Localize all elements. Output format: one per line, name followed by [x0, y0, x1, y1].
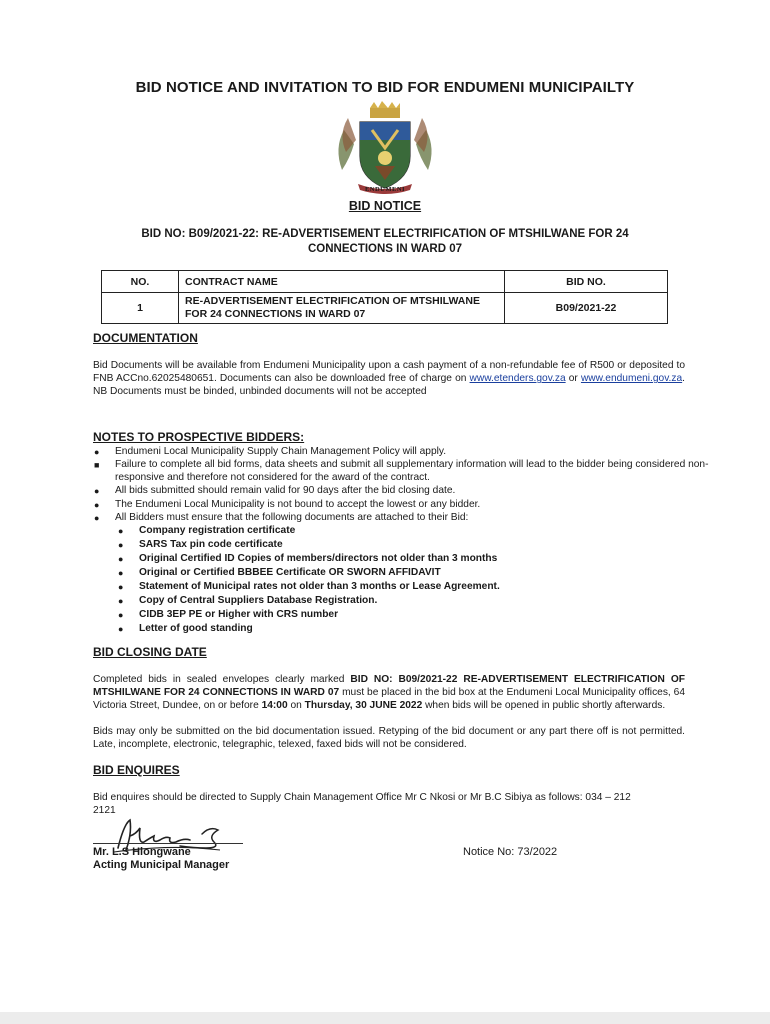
list-item	[93, 609, 713, 621]
bid-rules-paragraph: Bids may only be submitted on the bid documentation issued. Retyping of the bid document or any part there off is not permitted. Late, incomplete, electronic, telegraphic, telexed, faxed bids will not be considered.	[93, 726, 685, 751]
notes-heading: NOTES TO PROSPECTIVE BIDDERS:	[93, 430, 305, 444]
closing-text: when bids will be opened in public shortly afterwards.	[422, 700, 666, 712]
bullet-icon: ■	[94, 460, 100, 471]
endumeni-link[interactable]: www.endumeni.gov.za	[580, 373, 683, 385]
list-item	[93, 539, 713, 551]
notice-number: Notice No: 73/2022	[463, 846, 558, 858]
document-text: Company registration certificate	[139, 525, 296, 537]
etenders-link[interactable]: www.etenders.gov.za	[469, 373, 566, 385]
header-bid-no: BID NO.	[505, 271, 668, 293]
document-text: Original Certified ID Copies of members/directors not older than 3 months	[139, 553, 498, 565]
closing-text: must be placed in the bid box at the Endumeni Local Municipality offices, 64 Victoria Street, Dundee, on or before	[93, 687, 685, 712]
bullet-icon: ●	[118, 610, 124, 621]
cell-bid-no: B09/2021-22	[505, 293, 668, 324]
list-item	[93, 567, 713, 579]
list-item	[93, 512, 713, 524]
bullet-icon: ●	[118, 554, 124, 565]
documentation-text-1: Bid Documents will be available from Endumeni Municipality upon a cash payment of a non-refundable fee of R500 or deposited to FNB ACCno.62025480651. Documents can also be downloaded free of charge on	[93, 360, 685, 385]
list-item	[93, 446, 713, 458]
crest-caption: ENDUMENI	[364, 186, 406, 193]
list-item	[93, 581, 713, 593]
note-text: The Endumeni Local Municipality is not bound to accept the lowest or any bidder.	[115, 498, 481, 510]
document-text: Letter of good standing	[139, 623, 253, 635]
required-documents-list	[93, 525, 713, 635]
closing-text: on	[287, 700, 305, 712]
closing-date: Thursday, 30 JUNE 2022	[304, 700, 423, 712]
municipal-crest-logo	[330, 100, 440, 196]
documentation-text-3: . NB Documents must be binded, unbinded documents will not be accepted	[93, 373, 685, 398]
documentation-text-2: or	[565, 373, 581, 385]
list-item	[93, 595, 713, 607]
bullet-icon: ●	[118, 540, 124, 551]
bullet-icon: ●	[118, 596, 124, 607]
contracts-table	[101, 270, 668, 324]
document-text: Statement of Municipal rates not older than 3 months or Lease Agreement.	[139, 581, 500, 593]
signature-line	[93, 843, 243, 844]
documentation-heading: DOCUMENTATION	[93, 331, 198, 345]
list-item	[93, 553, 713, 565]
list-item	[93, 485, 713, 497]
list-item	[93, 499, 713, 511]
cell-contract-name: RE-ADVERTISEMENT ELECTRIFICATION OF MTSHILWANE FOR 24 CONNECTIONS IN WARD 07	[179, 293, 505, 324]
list-item	[93, 525, 713, 537]
bullet-icon: ●	[118, 624, 124, 635]
note-text: All bids submitted should remain valid for 90 days after the bid closing date.	[115, 485, 456, 497]
bid-subject: BID NO: B09/2021-22: RE-ADVERTISEMENT ELECTRIFICATION OF MTSHILWANE FOR 24 CONNECTIONS IN WARD 07	[141, 228, 629, 255]
closing-time: 14:00	[261, 700, 288, 712]
signatory-title: Acting Municipal Manager	[93, 859, 230, 871]
table-header-row	[102, 271, 668, 293]
bullet-icon: ●	[94, 486, 100, 497]
list-item	[93, 459, 713, 484]
header-no: NO.	[102, 271, 179, 293]
document-title: BID NOTICE AND INVITATION TO BID FOR ENDUMENI MUNICIPAILTY	[135, 79, 635, 96]
closing-text: Completed bids in sealed envelopes clearly marked	[93, 674, 351, 685]
enquires-heading: BID ENQUIRES	[93, 763, 180, 777]
header-contract-name: CONTRACT NAME	[179, 271, 505, 293]
documentation-paragraph	[93, 359, 685, 399]
bullet-icon: ●	[94, 447, 100, 457]
bid-notice-heading: BID NOTICE	[348, 199, 422, 213]
list-item	[93, 623, 713, 635]
bullet-icon: ●	[118, 568, 124, 579]
table-row	[102, 293, 668, 324]
document-text: CIDB 3EP PE or Higher with CRS number	[139, 609, 339, 621]
closing-paragraph	[93, 673, 685, 713]
bullet-icon: ●	[118, 582, 124, 593]
bullet-icon: ●	[94, 513, 100, 524]
page-bottom-edge	[0, 1012, 770, 1024]
bullet-icon: ●	[118, 526, 124, 537]
closing-heading: BID CLOSING DATE	[93, 645, 207, 659]
note-text: All Bidders must ensure that the following documents are attached to their Bid:	[115, 512, 469, 524]
document-text: Original or Certified BBBEE Certificate OR SWORN AFFIDAVIT	[139, 567, 441, 579]
signatory-name: Mr. L.S Hlongwane	[93, 846, 191, 858]
note-text: Failure to complete all bid forms, data sheets and submit all supplementary information will lead to the bidder being considered non-responsive and therefore not considered for the award of the contract.	[115, 459, 709, 483]
cell-no: 1	[102, 293, 179, 324]
bullet-icon: ●	[94, 499, 100, 510]
document-text: SARS Tax pin code certificate	[139, 539, 283, 551]
note-text: Endumeni Local Municipality Supply Chain Management Policy will apply.	[115, 446, 447, 457]
document-text: Copy of Central Suppliers Database Registration.	[139, 595, 378, 607]
enquires-paragraph: Bid enquires should be directed to Supply Chain Management Office Mr C Nkosi or Mr B.C Sibiya as follows: 034 – 212 2121	[93, 792, 631, 817]
closing-bid-reference: BID NO: B09/2021-22 RE-ADVERTISEMENT ELECTRIFICATION OF MTSHILWANE FOR 24 CONNECTIONS IN WARD 07	[93, 674, 686, 699]
notes-list	[93, 446, 713, 637]
